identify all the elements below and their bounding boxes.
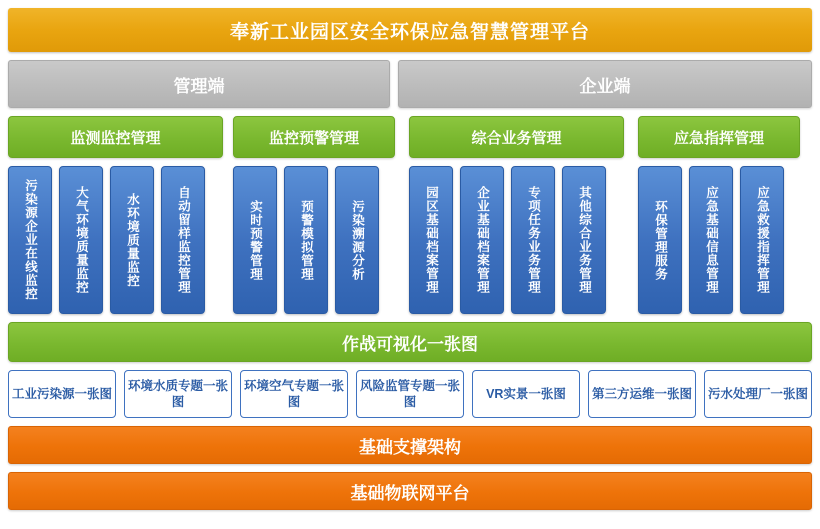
module-header-early-warning[interactable]: 监控预警管理 [233,116,395,158]
card-water-quality-monitoring[interactable]: 水环境质量监控 [110,166,154,314]
map-card-sewage-treatment-plant[interactable]: 污水处理厂一张图 [704,370,812,418]
map-card-industrial-pollution-source[interactable]: 工业污染源一张图 [8,370,116,418]
card-park-basic-archive-management[interactable]: 园区基础档案管理 [409,166,453,314]
card-special-task-business-management[interactable]: 专项任务业务管理 [511,166,555,314]
card-realtime-warning-management[interactable]: 实时预警管理 [233,166,277,314]
cards-early-warning [233,166,395,314]
card-pollution-source-online-monitoring[interactable]: 污染源企业在线监控 [8,166,52,314]
map-card-air-quality-topic[interactable]: 环境空气专题一张图 [240,370,348,418]
cards-monitoring [8,166,223,314]
module-emergency-command [638,116,800,314]
map-card-risk-supervision-topic[interactable]: 风险监管专题一张图 [356,370,464,418]
end-box-enterprise[interactable]: 企业端 [398,60,812,108]
foundation-iot-platform-bar[interactable]: 基础物联网平台 [8,472,812,510]
module-header-emergency-command[interactable]: 应急指挥管理 [638,116,800,158]
end-box-management[interactable]: 管理端 [8,60,390,108]
card-auto-sampling-monitoring[interactable]: 自动留样监控管理 [161,166,205,314]
module-monitoring [8,116,223,314]
modules-row [8,116,812,314]
card-emergency-rescue-command-management[interactable]: 应急救援指挥管理 [740,166,784,314]
card-enterprise-basic-archive-management[interactable]: 企业基础档案管理 [460,166,504,314]
card-pollution-traceability-analysis[interactable]: 污染溯源分析 [335,166,379,314]
cards-emergency-command [638,166,800,314]
foundation-support-architecture-bar[interactable]: 基础支撑架构 [8,426,812,464]
module-comprehensive-business [409,116,624,314]
card-warning-simulation-management[interactable]: 预警模拟管理 [284,166,328,314]
card-environmental-management-service[interactable]: 环保管理服务 [638,166,682,314]
platform-title: 奉新工业园区安全环保应急智慧管理平台 [8,8,812,52]
card-emergency-basic-info-management[interactable]: 应急基础信息管理 [689,166,733,314]
map-cards-row [8,370,812,418]
module-header-monitoring[interactable]: 监测监控管理 [8,116,223,158]
map-card-vr-scene[interactable]: VR实景一张图 [472,370,580,418]
ends-row [8,60,812,108]
module-header-comprehensive-business[interactable]: 综合业务管理 [409,116,624,158]
cards-comprehensive-business [409,166,624,314]
map-card-third-party-operation[interactable]: 第三方运维一张图 [588,370,696,418]
map-card-water-quality-topic[interactable]: 环境水质专题一张图 [124,370,232,418]
card-air-quality-monitoring[interactable]: 大气环境质量监控 [59,166,103,314]
module-early-warning [233,116,395,314]
card-other-comprehensive-business-management[interactable]: 其他综合业务管理 [562,166,606,314]
visualization-bar[interactable]: 作战可视化一张图 [8,322,812,362]
